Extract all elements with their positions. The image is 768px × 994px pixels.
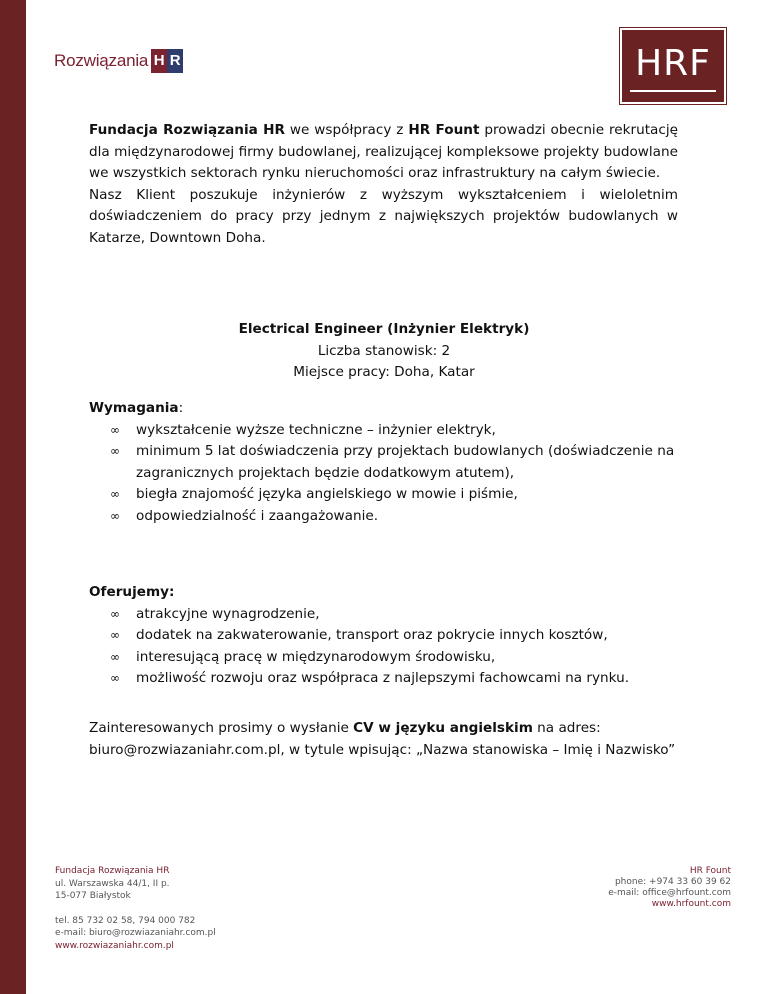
infinity-bullet-icon: ∞ [110,422,120,437]
list-item-text: odpowiedzialność i zaangażowanie. [136,507,379,524]
footer-right-org-name: HR Fount [689,866,731,876]
position-count: Liczba stanowisk: 2 [317,342,451,359]
intro-text-run: prowadzi obecnie rekrutację dla międzynarodowej firmy budowlanej, realizującej kompleksowe projekty budowlane we wszystkich sektorach rynku nieruchomości oraz infrastruktury na całym świecie. [89,122,678,181]
footer-right [608,866,731,910]
intro-bold-run: HR Fount [408,122,480,138]
infinity-bullet-icon: ∞ [110,508,120,523]
list-item [89,668,679,690]
offer-heading-text: Oferujemy: [89,584,175,600]
intro-paragraph-2: Nasz Klient poszukuje inżynierów z wyższym wykształceniem i wieloletnim doświadczeniem do pracy przy jednym z największych projektów budowlanych w Katarze, Downtown Doha. [89,186,678,246]
footer-left-email[interactable]: e-mail: biuro@rozwiazaniahr.com.pl [55,928,216,938]
logo-hr-box [151,49,183,73]
requirements-list [89,420,679,528]
infinity-bullet-icon: ∞ [110,649,120,664]
infinity-bullet-icon: ∞ [110,487,120,501]
footer-right-phone: phone: +974 33 60 39 62 [614,877,731,887]
footer-right-url[interactable]: www.hrfount.com [651,899,731,909]
contact-line-2: biuro@rozwiazaniahr.com.pl, w tytule wpisując: „Nazwa stanowiska – Imię i Nazwisko” [89,741,676,758]
intro-section [89,120,678,249]
footer-left-spacer [55,903,216,915]
hr-fount-logo [620,28,726,104]
infinity-bullet-icon: ∞ [110,628,120,642]
rozwiazania-hr-logo [54,48,183,74]
footer-right-email[interactable]: e-mail: office@hrfount.com [608,888,731,898]
list-item-text: możliwość rozwoju oraz współpraca z najlepszymi fachowcami na rynku. [136,670,630,686]
intro-text-run: we współpracy z [284,122,409,138]
list-item-text: atrakcyjne wynagrodzenie, [136,605,320,622]
footer-left-address-1: ul. Warszawska 44/1, II p. [55,878,170,889]
requirements-heading [89,398,679,420]
footer-left-address-2: 15-077 Białystok [55,891,131,901]
requirements-heading-colon: : [178,400,184,416]
list-item [89,506,679,528]
requirements-heading-text: Wymagania [89,400,179,416]
offer-heading [89,582,679,604]
list-item [89,441,679,484]
infinity-bullet-icon: ∞ [110,444,120,458]
contact-line-1-pre: Zainteresowanych prosimy o wysłanie [89,720,354,736]
offer-list [89,604,679,690]
intro-bold-run: Fundacja Rozwiązania HR [89,122,285,138]
left-accent-bar [0,0,26,994]
intro-paragraph-1 [89,120,678,185]
infinity-bullet-icon: ∞ [110,671,120,685]
contact-line-1-post: na adres: [532,720,601,736]
footer-left-tel: tel. 85 732 02 58, 794 000 782 [55,915,196,926]
hrf-logo-letters: HRF [635,43,711,84]
list-item [89,604,679,626]
footer-left-url[interactable]: www.rozwiazaniahr.com.pl [55,940,174,951]
footer-left-org-name: Fundacja Rozwiązania HR [55,866,170,876]
requirements-section [89,398,679,527]
list-item-text: interesującą pracę w międzynarodowym środowisku, [136,648,496,665]
list-item-text: dodatek na zakwaterowanie, transport oraz pokrycie innych kosztów, [136,627,608,643]
contact-line-1 [89,718,689,740]
list-item [89,625,679,647]
logo-box-h: H [151,49,167,73]
list-item-text: wykształcenie wyższe techniczne – inżynier elektryk, [136,421,496,438]
position-title-text: Electrical Engineer (Inżynier Elektryk) [238,321,530,337]
position-block [89,319,679,384]
logo-wordmark: Rozwiązania [54,51,149,70]
hrf-logo-underline [630,90,716,92]
position-location: Miejsce pracy: Doha, Katar [293,364,475,380]
list-item-text: minimum 5 lat doświadczenia przy projektach budowlanych (doświadczenie na zagranicznych projektach będzie dodatkowym atutem), [136,443,675,481]
position-title [89,319,679,341]
offer-section [89,582,679,690]
contact-line-1-bold: CV w języku angielskim [353,720,533,736]
infinity-bullet-icon: ∞ [110,606,120,621]
contact-section [89,718,689,761]
footer-left [55,865,216,952]
list-item [89,647,679,669]
list-item [89,484,679,506]
list-item [89,420,679,442]
list-item-text: biegła znajomość języka angielskiego w mowie i piśmie, [136,486,518,502]
logo-box-r: R [167,49,183,73]
